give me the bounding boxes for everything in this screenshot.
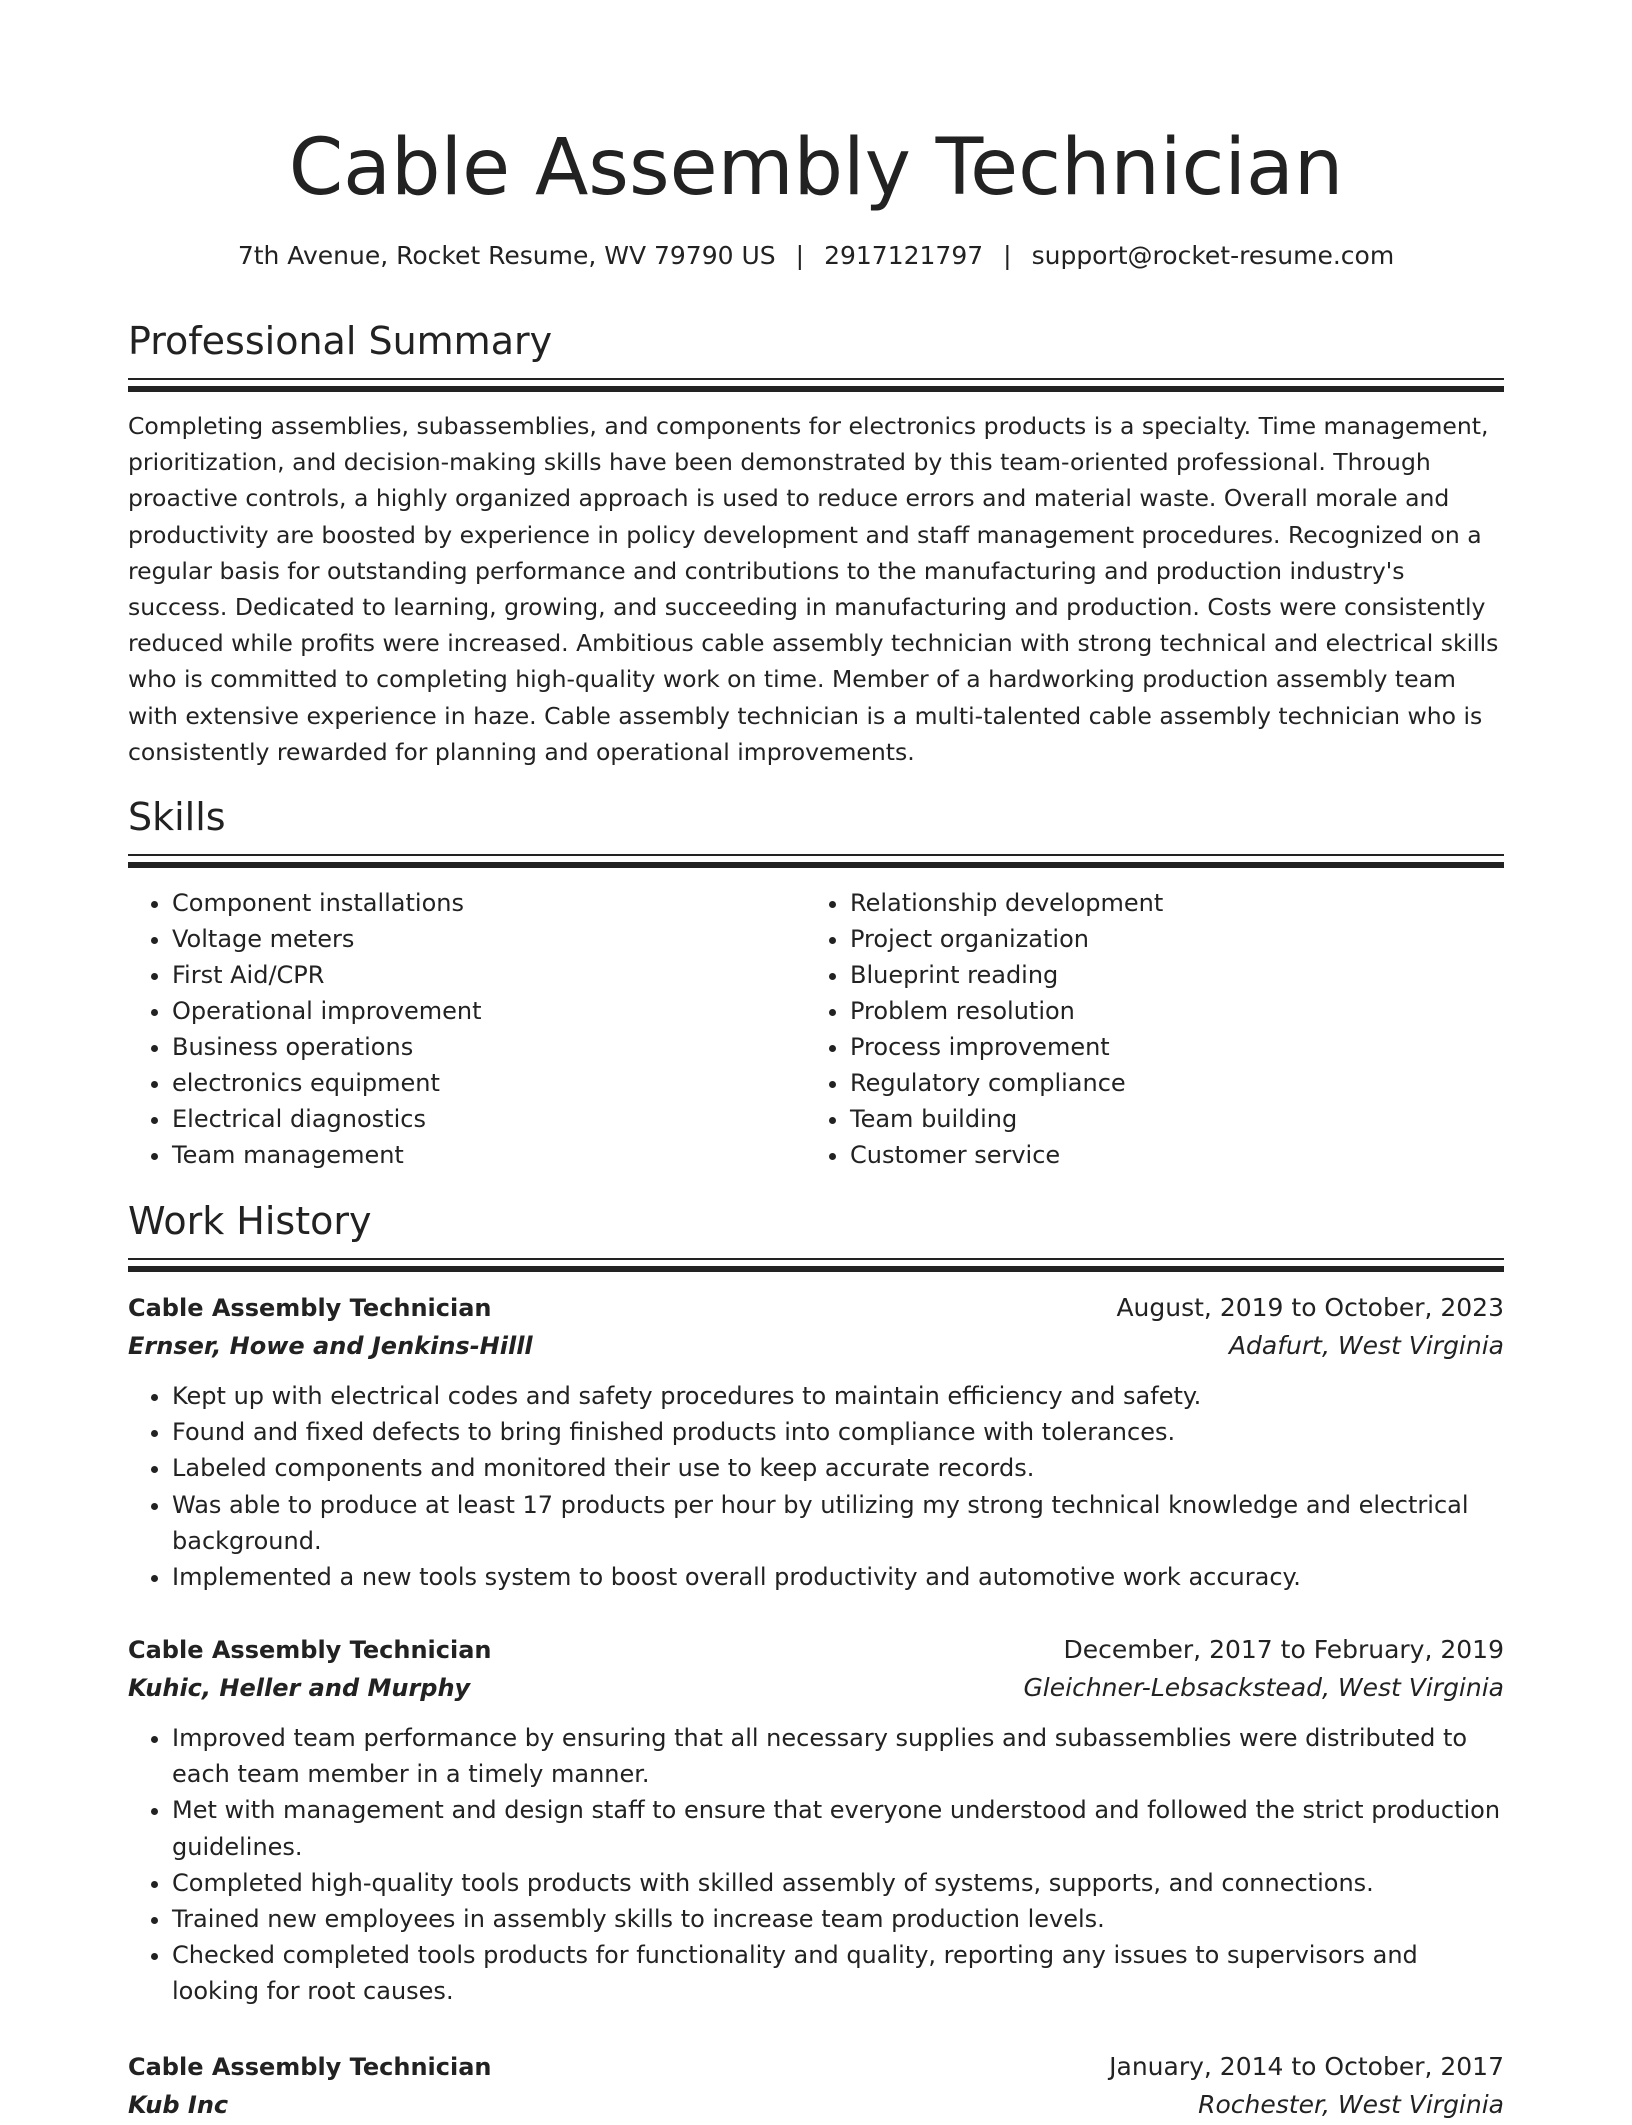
skill-item: • Project organization [850,921,1504,957]
job-bullet: • Was able to produce at least 17 products per hour by utilizing my strong technical knowledge and electrical background. [172,1487,1504,1559]
skill-item: • Component installations [172,885,806,921]
job-bullets [128,1720,1504,2010]
skill-item: • First Aid/CPR [172,957,806,993]
section-divider [128,1258,1504,1260]
section-divider-thick [128,386,1504,392]
skill-item: • Voltage meters [172,921,806,957]
contact-separator: | [1003,241,1012,270]
job-dates: January, 2014 to October, 2017 [1109,2052,1504,2081]
skill-item: • Process improvement [850,1029,1504,1065]
job-company: Kuhic, Heller and Murphy [128,1674,471,1702]
job-title: Cable Assembly Technician [128,1636,492,1664]
summary-heading: Professional Summary [128,319,553,363]
contact-line [128,238,1504,274]
skill-item: • Customer service [850,1137,1504,1173]
job-company: Ernser, Howe and Jenkins-Hilll [128,1332,533,1360]
skill-item: • electronics equipment [172,1065,806,1101]
job-bullet: • Labeled components and monitored their use to keep accurate records. [172,1450,1504,1486]
job-title: Cable Assembly Technician [128,1294,492,1322]
skill-item: • Problem resolution [850,993,1504,1029]
job-bullet: • Kept up with electrical codes and safety procedures to maintain efficiency and safety. [172,1378,1504,1414]
job-bullet: • Met with management and design staff to ensure that everyone understood and followed the strict production guidelines. [172,1792,1504,1864]
skill-item: • Electrical diagnostics [172,1101,806,1137]
job-bullet: • Trained new employees in assembly skills to increase team production levels. [172,1901,1504,1937]
work-section-header [128,1196,1504,1272]
skill-item: • Business operations [172,1029,806,1065]
job-entry [128,1632,1504,2010]
job-location: Gleichner-Lebsackstead, West Virginia [1023,1673,1504,1702]
skill-item: • Team building [850,1101,1504,1137]
skill-item: • Operational improvement [172,993,806,1029]
job-location: Adafurt, West Virginia [1228,1331,1504,1360]
job-title: Cable Assembly Technician [128,2053,492,2081]
job-entry [128,1290,1504,1595]
section-divider-thick [128,862,1504,868]
section-divider [128,854,1504,856]
work-heading: Work History [128,1199,372,1243]
section-divider [128,378,1504,380]
job-bullet: • Found and fixed defects to bring finished products into compliance with tolerances. [172,1414,1504,1450]
job-dates: December, 2017 to February, 2019 [1063,1635,1504,1664]
job-dates: August, 2019 to October, 2023 [1116,1293,1504,1322]
job-bullet: • Checked completed tools products for functionality and quality, reporting any issues to supervisors and looking for root causes. [172,1937,1504,2009]
skills-section-header [128,792,1504,868]
job-company: Kub Inc [128,2091,229,2119]
job-bullet: • Implemented a new tools system to boost overall productivity and automotive work accuracy. [172,1559,1504,1595]
skills-heading: Skills [128,795,226,839]
job-bullet: • Improved team performance by ensuring that all necessary supplies and subassemblies were distributed to each team member in a timely manner. [172,1720,1504,1792]
skill-item: • Blueprint reading [850,957,1504,993]
contact-email: support@rocket-resume.com [1031,241,1395,270]
job-entry [128,2049,1504,2125]
skills-column-right [806,885,1504,1173]
resume-name: Cable Assembly Technician [288,123,1344,213]
summary-text: Completing assemblies, subassemblies, and components for electronics products is a specialty. Time management, prioritization, and decision-making skills have been demonstrated by this team-oriented professional. Through proactive controls, a highly organized approach is used to reduce errors and material waste. Overall morale and productivity are boosted by experience in policy development and staff management procedures. Recognized on a regular basis for outstanding performance and contributions to the manufacturing and production industry's success. Dedicated to learning, growing, and succeeding in manufacturing and production. Costs were consistently reduced while profits were increased. Ambitious cable assembly technician with strong technical and electrical skills who is committed to completing high-quality work on time. Member of a hardworking production assembly team with extensive experience in haze. Cable assembly technician is a multi-talented cable assembly technician who is consistently rewarded for planning and operational improvements. [128,412,1499,766]
summary-section-header [128,316,1504,392]
skill-item: • Relationship development [850,885,1504,921]
skills-column-left [128,885,806,1173]
skills-list [128,885,1504,1173]
contact-separator: | [795,241,805,270]
job-bullets [128,1378,1504,1595]
contact-address: 7th Avenue, Rocket Resume, WV 79790 US [237,241,776,270]
skill-item: • Team management [172,1137,806,1173]
section-divider-thick [128,1266,1504,1272]
skill-item: • Regulatory compliance [850,1065,1504,1101]
contact-phone: 2917121797 [824,241,984,270]
job-bullet: • Completed high-quality tools products with skilled assembly of systems, supports, and connections. [172,1865,1504,1901]
job-location: Rochester, West Virginia [1198,2090,1504,2119]
